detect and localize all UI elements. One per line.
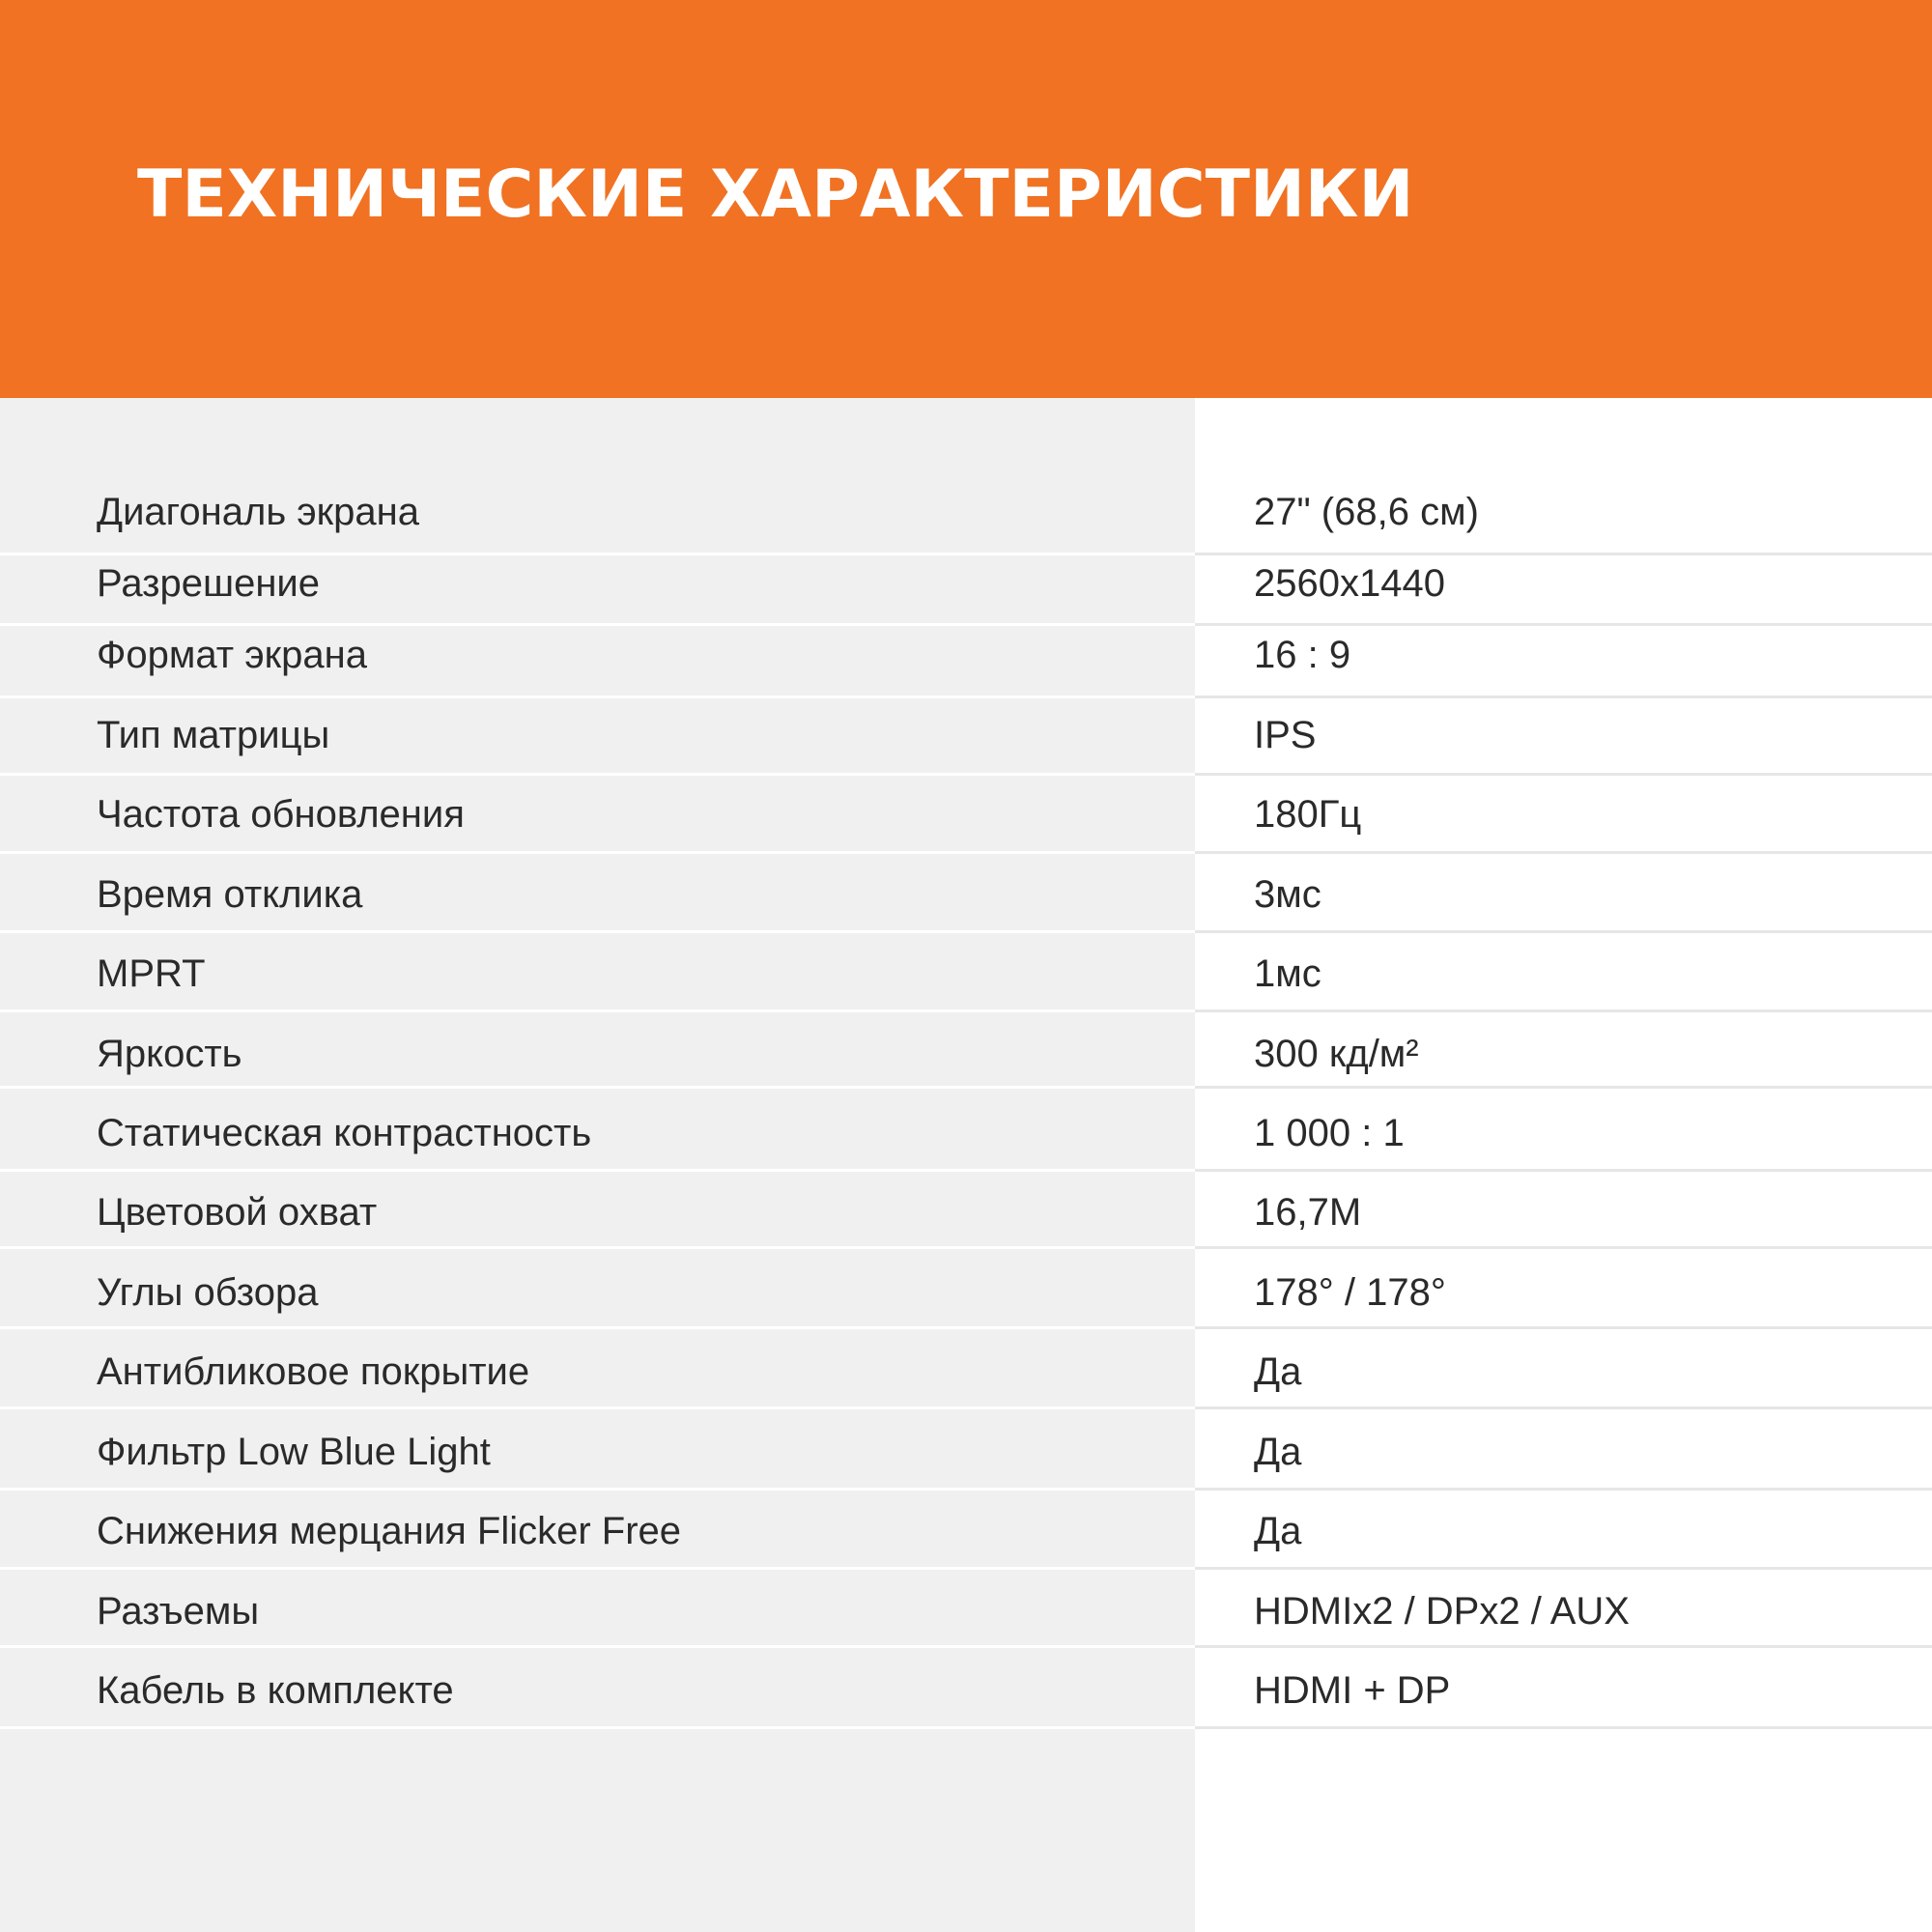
spec-label: Фильтр Low Blue Light [97,1431,491,1473]
spec-value: 3мс [1254,873,1321,916]
spec-label: Разъемы [97,1590,260,1633]
row-divider [1195,1326,1932,1329]
spec-value: IPS [1254,714,1317,756]
row-divider [0,1645,1195,1648]
spec-value: Да [1254,1431,1302,1473]
spec-value: 1 000 : 1 [1254,1112,1405,1154]
spec-label: Антибликовое покрытие [97,1350,530,1393]
row-divider [1195,1645,1932,1648]
row-divider [1195,1086,1932,1089]
spec-value: 1мс [1254,952,1321,995]
spec-label: Углы обзора [97,1271,319,1314]
row-divider [0,623,1195,626]
row-divider [0,696,1195,698]
row-divider [0,553,1195,555]
row-divider [1195,623,1932,626]
row-divider [0,1246,1195,1249]
spec-label: Диагональ экрана [97,491,420,533]
row-divider [0,851,1195,854]
row-divider [1195,1488,1932,1491]
row-divider [0,1169,1195,1172]
spec-label: Время отклика [97,873,363,916]
spec-value: 27" (68,6 см) [1254,491,1479,533]
row-divider [0,1326,1195,1329]
row-divider [1195,1246,1932,1249]
row-divider [0,1406,1195,1409]
spec-value: Да [1254,1350,1302,1393]
spec-label: Тип матрицы [97,714,330,756]
header-banner [0,0,1932,398]
spec-label: Снижения мерцания Flicker Free [97,1510,682,1552]
spec-value: 300 кд/м² [1254,1033,1419,1075]
row-divider [1195,773,1932,776]
spec-value: 16,7М [1254,1191,1362,1234]
spec-value: HDMIx2 / DPx2 / AUX [1254,1590,1630,1633]
row-divider [0,1567,1195,1570]
row-divider [0,1488,1195,1491]
row-divider [0,930,1195,933]
row-divider [1195,1169,1932,1172]
row-divider [1195,1406,1932,1409]
spec-value: 2560x1440 [1254,562,1445,605]
spec-label: Разрешение [97,562,320,605]
row-divider [1195,553,1932,555]
row-divider [1195,851,1932,854]
row-divider [1195,696,1932,698]
page-title: ТЕХНИЧЕСКИЕ ХАРАКТЕРИСТИКИ [137,156,1414,233]
spec-value: Да [1254,1510,1302,1552]
spec-value: 180Гц [1254,793,1362,836]
spec-label: Формат экрана [97,634,367,676]
spec-label: Яркость [97,1033,242,1075]
spec-value: 16 : 9 [1254,634,1351,676]
row-divider [0,1009,1195,1012]
row-divider [0,1726,1195,1729]
spec-value: HDMI + DP [1254,1669,1451,1712]
row-divider [1195,1726,1932,1729]
spec-label: Статическая контрастность [97,1112,592,1154]
row-divider [1195,1009,1932,1012]
spec-value: 178° / 178° [1254,1271,1446,1314]
spec-label: MPRT [97,952,206,995]
row-divider [1195,930,1932,933]
spec-label: Частота обновления [97,793,465,836]
row-divider [0,773,1195,776]
row-divider [1195,1567,1932,1570]
spec-label: Цветовой охват [97,1191,378,1234]
spec-label: Кабель в комплекте [97,1669,454,1712]
row-divider [0,1086,1195,1089]
